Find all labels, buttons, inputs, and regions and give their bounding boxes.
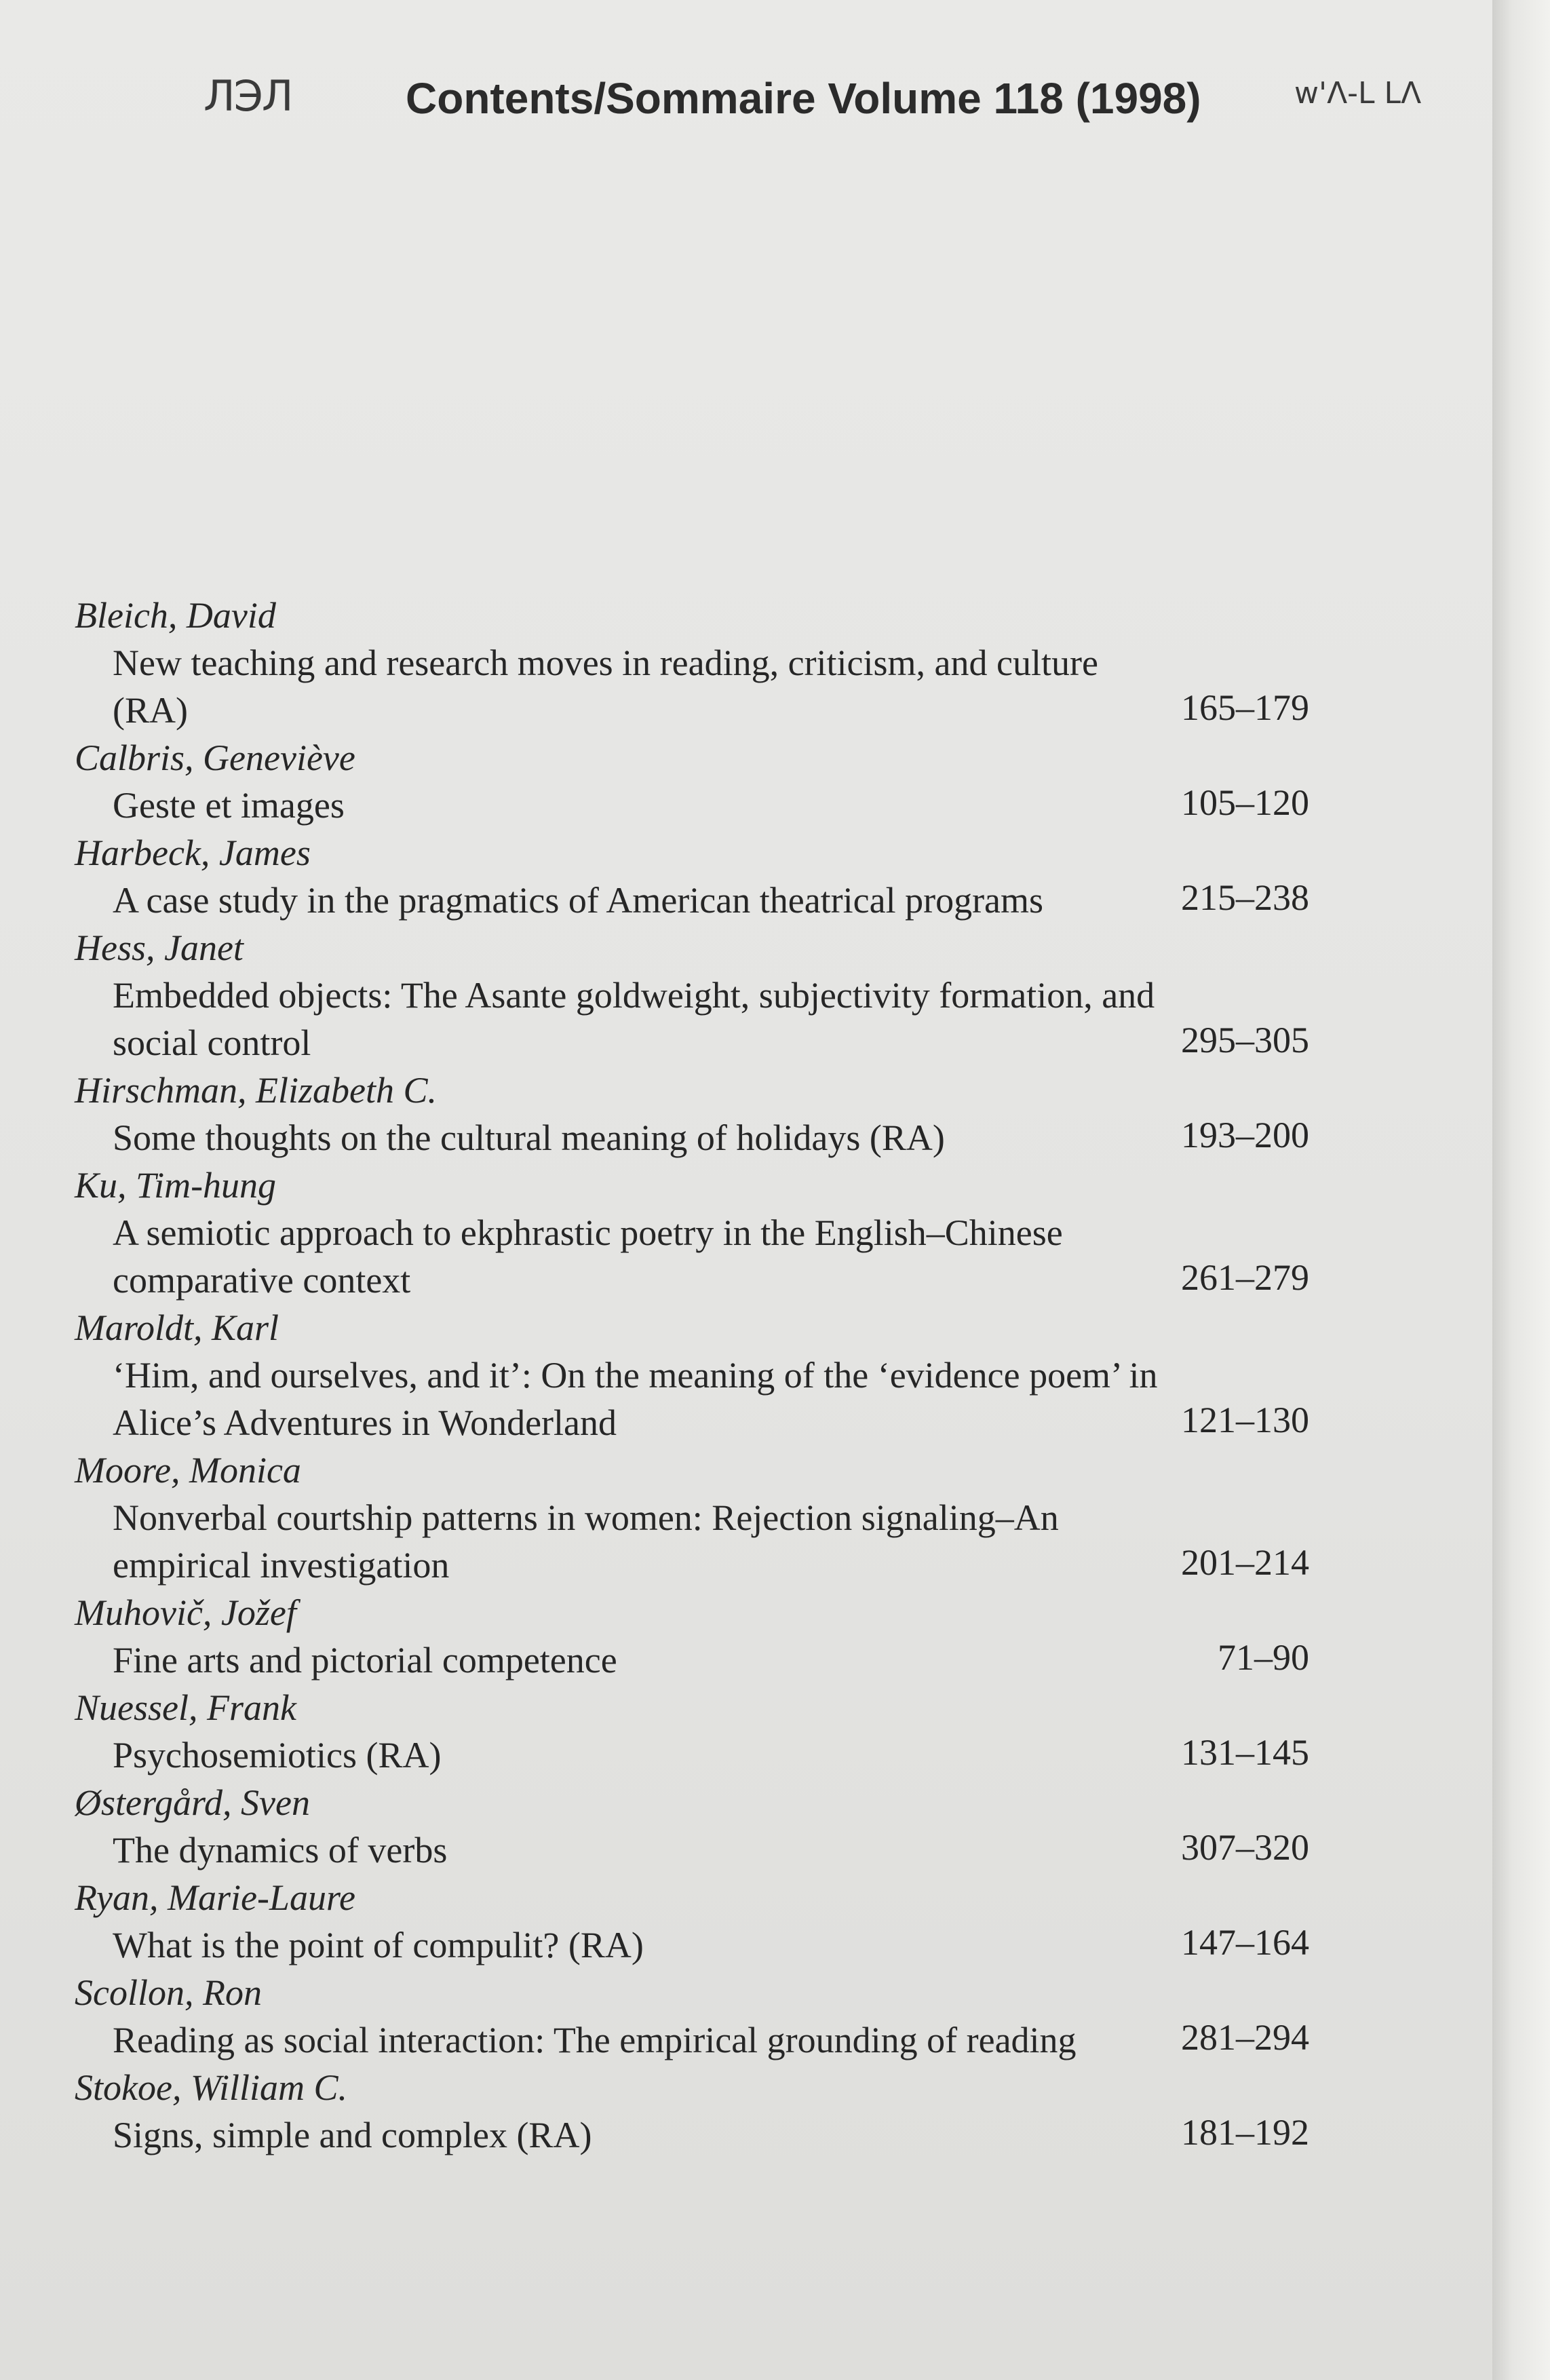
entry-title: Fine arts and pictorial competence: [113, 1640, 617, 1681]
toc-entry: [75, 1684, 1309, 1779]
entry-pages: 295–305: [1181, 1020, 1309, 1060]
toc-entry: [75, 1446, 1309, 1589]
entry-author: Hirschman, Elizabeth C.: [75, 1070, 437, 1111]
entry-author: Nuessel, Frank: [75, 1687, 296, 1728]
entry-author: Ku, Tim-hung: [75, 1165, 277, 1206]
entry-title: ‘Him, and ourselves, and it’: On the meaning of the ‘evidence poem’ in Alice’s Adventures in Wonderland: [113, 1355, 1158, 1443]
entry-pages: 105–120: [1181, 782, 1309, 823]
entry-title: Nonverbal courtship patterns in women: Rejection signaling–An empirical investigation: [113, 1497, 1059, 1586]
entry-title: Some thoughts on the cultural meaning of holidays (RA): [113, 1117, 945, 1158]
entry-pages: 261–279: [1181, 1257, 1309, 1298]
entry-pages: 147–164: [1181, 1922, 1309, 1963]
entry-author: Calbris, Geneviève: [75, 737, 355, 778]
page-title: Contents/Sommaire Volume 118 (1998): [406, 74, 1201, 123]
entry-pages: 121–130: [1181, 1400, 1309, 1440]
entry-author: Maroldt, Karl: [75, 1307, 279, 1348]
toc-entry: [75, 924, 1309, 1067]
entry-title: Geste et images: [113, 785, 345, 826]
toc-entry: [75, 1874, 1309, 1969]
entry-author: Scollon, Ron: [75, 1972, 262, 2013]
entry-pages: 307–320: [1181, 1827, 1309, 1868]
entry-title: Psychosemiotics (RA): [113, 1735, 442, 1776]
handwritten-annotation-right: w'Λ-L LΛ: [1294, 76, 1422, 111]
toc-entry: [75, 2064, 1309, 2159]
entry-pages: 193–200: [1181, 1115, 1309, 1155]
toc-entry: [75, 1779, 1309, 1874]
toc-entry: [75, 1304, 1309, 1446]
handwritten-annotation-left: ЛЭЛ: [204, 71, 292, 121]
entry-pages: 281–294: [1181, 2017, 1309, 2058]
toc-entry: [75, 1067, 1309, 1162]
toc-entry: [75, 1589, 1309, 1684]
entry-title: The dynamics of verbs: [113, 1830, 448, 1870]
entry-author: Muhovič, Jožef: [75, 1592, 296, 1633]
entry-title: Signs, simple and complex (RA): [113, 2115, 592, 2155]
entry-pages: 131–145: [1181, 1732, 1309, 1773]
page-edge: [1492, 0, 1550, 2380]
entry-title: Reading as social interaction: The empirical grounding of reading: [113, 2020, 1077, 2060]
toc-entry: [75, 1162, 1309, 1304]
entry-title: Embedded objects: The Asante goldweight, subjectivity formation, and social control: [113, 975, 1155, 1063]
toc-entry: [75, 592, 1309, 734]
toc-entry: [75, 829, 1309, 924]
entry-pages: 181–192: [1181, 2112, 1309, 2153]
entry-title: A case study in the pragmatics of American theatrical programs: [113, 880, 1044, 921]
entry-author: Hess, Janet: [75, 927, 244, 968]
entry-author: Østergård, Sven: [75, 1782, 310, 1823]
table-of-contents: [75, 592, 1309, 2159]
entry-title: What is the point of compulit? (RA): [113, 1925, 644, 1965]
entry-title: A semiotic approach to ekphrastic poetry in the English–Chinese comparative context: [113, 1212, 1063, 1301]
entry-author: Stokoe, William C.: [75, 2067, 347, 2108]
entry-author: Harbeck, James: [75, 832, 311, 873]
entry-pages: 71–90: [1218, 1637, 1309, 1678]
toc-entry: [75, 1969, 1309, 2064]
entry-title: New teaching and research moves in reading, criticism, and culture (RA): [113, 642, 1098, 731]
entry-author: Ryan, Marie-Laure: [75, 1877, 355, 1918]
entry-pages: 201–214: [1181, 1542, 1309, 1583]
toc-entry: [75, 734, 1309, 829]
entry-pages: 215–238: [1181, 877, 1309, 918]
entry-author: Moore, Monica: [75, 1450, 301, 1491]
entry-pages: 165–179: [1181, 687, 1309, 728]
entry-author: Bleich, David: [75, 595, 276, 636]
